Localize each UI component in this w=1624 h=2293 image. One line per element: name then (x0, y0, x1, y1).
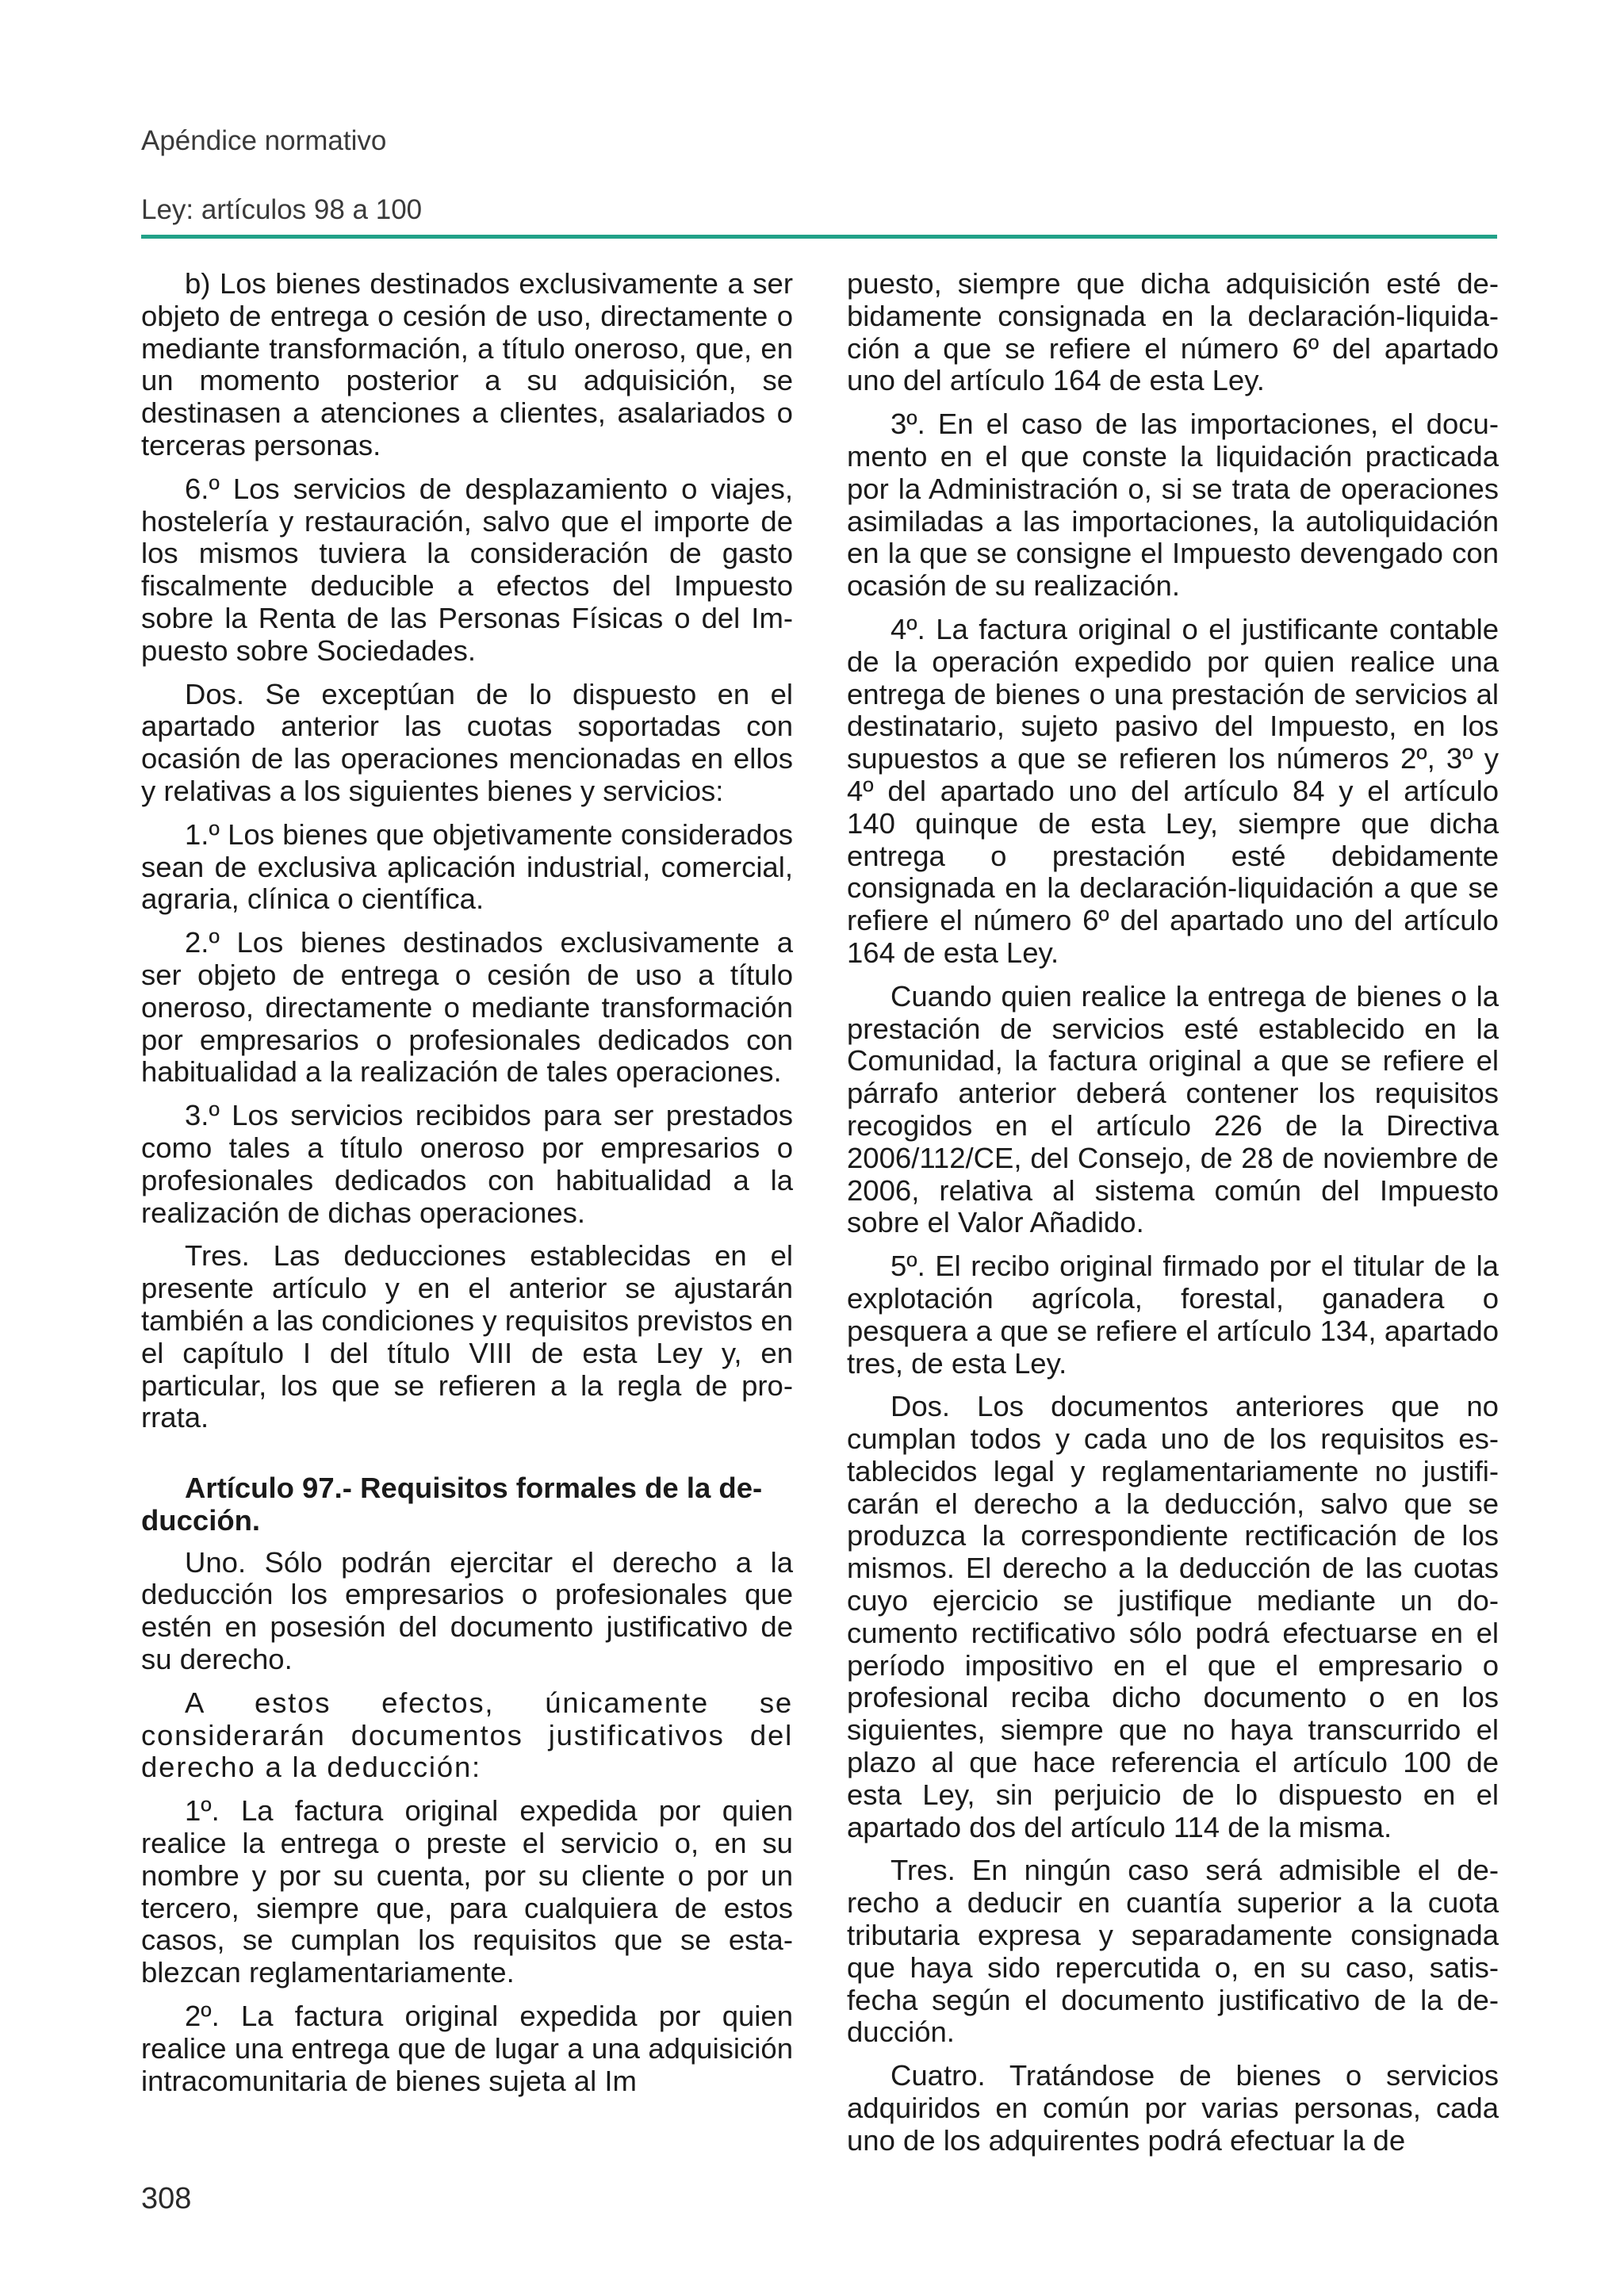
paragraph: Cuatro. Tratándose de bienes o servicios adquiridos en común por varias personas, cada uno de los adquirentes podrá efectuar la de (847, 2059, 1499, 2157)
paragraph: Uno. Sólo podrán ejercitar el derecho a la deducción los empresarios o profesionales que estén en posesión del documento justificativo de su derecho. (141, 1545, 793, 1676)
paragraph: 2º. La factura original expedida por quien realice una entrega que de lugar a una adquisición intracomunitaria de bienes sujeta al Im (141, 2000, 793, 2097)
running-header-subsection: Ley: artículos 98 a 100 (141, 194, 423, 225)
paragraph: 3º. En el caso de las importaciones, el documento en el que conste la liquidación practicada por la Administración o, si se trata de operaciones asimiladas a las importaciones, la autoliquidación en la que se consigne el Impuesto devengado con ocasión de su realización. (847, 408, 1499, 603)
paragraph: 2.º Los bienes destinados exclusivamente a ser objeto de entrega o cesión de uso a título oneroso, directamente o mediante transformación por empresarios o profesionales dedicados con habitualidad a la realización de tales operaciones. (141, 926, 793, 1089)
header-divider (141, 235, 1497, 239)
right-column (847, 268, 1499, 2169)
running-header-section: Apéndice normativo (141, 125, 387, 156)
paragraph: 3.º Los servicios recibidos para ser prestados como tales a título oneroso por empresarios o profesionales dedicados con habitualidad a la realización de dichas operaciones. (141, 1099, 793, 1229)
article-heading: Artículo 97.- Requisitos formales de la deducción. (141, 1472, 763, 1537)
paragraph: 1.º Los bienes que objetivamente considerados sean de exclusiva aplicación industrial, comercial, agraria, clínica o científica. (141, 817, 793, 916)
paragraph: Dos. Se exceptúan de lo dispuesto en el apartado anterior las cuotas soportadas con ocasión de las operaciones mencionadas en ellos y relativas a los siguientes bienes y servicios: (141, 677, 793, 807)
paragraph: 4º. La factura original o el justificante contable de la operación expedido por quien realice una entrega de bienes o una prestación de servicios al destinatario, sujeto pasivo del Impuesto, en los supuestos a que se refieren los números 2º, 3º y 4º del apartado uno del artículo 84 y el artículo 140 quinque de esta Ley, siempre que dicha entrega o prestación esté debidamente consignada en la declaración-liquidación a que se refiere el número 6º del apartado uno del artículo 164 de esta Ley. (847, 612, 1499, 969)
paragraph: Dos. Los documentos anteriores que no cumplan todos y cada uno de los requisitos establecidos legal y reglamentariamente no justificarán el derecho a la deducción, salvo que se produzca la correspondiente rectificación de los mismos. El derecho a la deducción de las cuotas cuyo ejercicio se justifique mediante un documento rectificativo sólo podrá efectuarse en el período impositivo en el que el empresario o profesional reciba dicho documento o en los siguientes, siempre que no haya transcurrido el plazo al que hace referencia el artículo 100 de esta Ley, sin perjuicio de lo dispuesto en el apartado dos del artículo 114 de la misma. (847, 1390, 1499, 1843)
paragraph: Tres. En ningún caso será admisible el derecho a deducir en cuantía superior a la cuota tributaria expresa y separadamente consignada que haya sido repercutida o, en su caso, satisfecha según el documento justificativo de la deducción. (847, 1854, 1499, 2049)
paragraph: A estos efectos, únicamente se considerarán documentos justificativos del derecho a la deducción: (141, 1686, 793, 1784)
paragraph: Cuando quien realice la entrega de bienes o la prestación de servicios esté establecido en la Comunidad, la factura original a que se refiere el párrafo anterior deberá contener los requisitos recogidos en el artículo 226 de la Directiva 2006/112/CE, del Consejo, de 28 de noviembre de 2006, relativa al sistema común del Impuesto sobre el Valor Añadido. (847, 979, 1499, 1239)
left-column (141, 268, 793, 2108)
paragraph: Tres. Las deducciones establecidas en el presente artículo y en el anterior se ajustarán también a las condiciones y requisitos previstos en el capítulo I del título VIII de esta Ley y, en particular, los que se refieren a la regla de prorrata. (141, 1239, 793, 1434)
paragraph: 5º. El recibo original firmado por el titular de la explotación agrícola, forestal, ganadera o pesquera a que se refiere el artículo 134, apartado tres, de esta Ley. (847, 1250, 1499, 1380)
paragraph: 1º. La factura original expedida por quien realice la entrega o preste el servicio o, en su nombre y por su cuenta, por su cliente o por un tercero, siempre que, para cualquiera de estos casos, se cumplan los requisitos que se establezcan reglamentariamente. (141, 1794, 793, 1989)
paragraph: puesto, siempre que dicha adquisición esté debidamente consignada en la declaración-liquidación a que se refiere el número 6º del apartado uno del artículo 164 de esta Ley. (847, 267, 1499, 397)
paragraph: b) Los bienes destinados exclusivamente a ser objeto de entrega o cesión de uso, directamente o mediante transformación, a título oneroso, que, en un momento posterior a su adquisición, se destinasen a atenciones a clientes, asalariados o terceras personas. (141, 267, 793, 461)
paragraph: 6.º Los servicios de desplazamiento o viajes, hostelería y restauración, salvo que el importe de los mismos tuviera la consideración de gasto fiscalmente deducible a efectos del Impuesto sobre la Renta de las Personas Físicas o del Impuesto sobre Sociedades. (141, 472, 793, 667)
page-number: 308 (141, 2182, 192, 2215)
